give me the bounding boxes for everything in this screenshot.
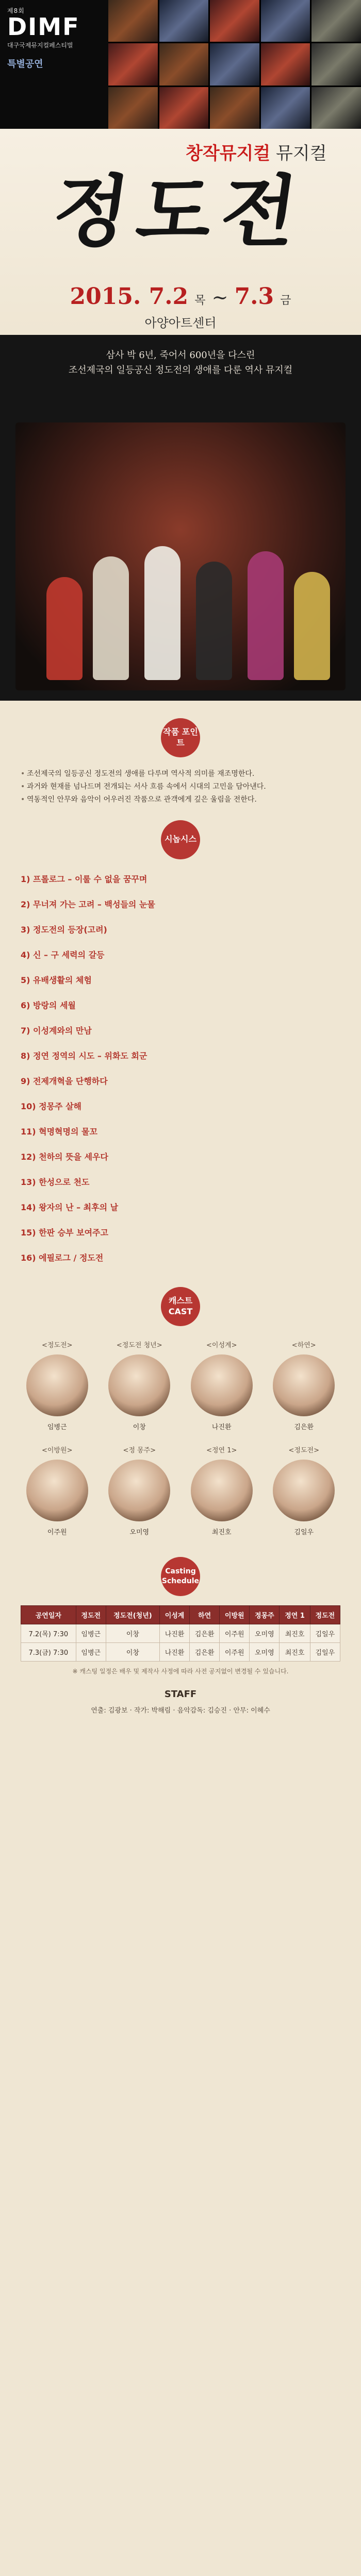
brand-panel <box>0 0 108 129</box>
scene-title: 9) 전제개혁을 단행하다 <box>21 1076 108 1086</box>
cast-name: 이주원 <box>47 1528 67 1536</box>
points-section <box>0 701 361 807</box>
schedule-cell: 오미영 <box>250 1642 280 1661</box>
schedule-cell: 이창 <box>106 1642 159 1661</box>
schedule-header-cell: 정도전(청년) <box>106 1605 159 1624</box>
cast-card <box>185 1445 258 1536</box>
scene-title: 7) 이성계와의 만남 <box>21 1025 92 1036</box>
scene-title: 2) 무너져 가는 고려 – 백성들의 눈물 <box>21 899 155 909</box>
point-item: • 과거와 현재를 넘나드며 전개되는 서사 흐름 속에서 시대의 고민을 담아낸다. <box>21 781 340 793</box>
points-badge: 작품 포인트 <box>161 718 200 757</box>
synopsis-section <box>0 807 361 1263</box>
collage-tile <box>210 43 259 85</box>
schedule-header-cell: 공연일자 <box>21 1605 76 1624</box>
performer-figure <box>248 551 284 680</box>
cast-name: 김일우 <box>294 1528 314 1536</box>
stage-line-1: 삼사 박 6년, 죽어서 600년을 다스린 <box>106 350 255 361</box>
cast-role: <이방원> <box>42 1446 73 1454</box>
collage-tile <box>108 43 158 85</box>
performer-figure <box>144 546 180 680</box>
cast-section <box>0 1266 361 1536</box>
schedule-cell: 이주원 <box>220 1642 250 1661</box>
schedule-badge: Casting Schedule <box>161 1557 200 1596</box>
cast-name: 나진환 <box>211 1423 232 1431</box>
cast-name: 오미영 <box>129 1528 150 1536</box>
schedule-cell: 7.2(목) 7:30 <box>21 1624 76 1642</box>
cast-name: 이창 <box>133 1423 146 1431</box>
brand-logo: DIMF <box>7 13 80 41</box>
cast-role: <이성계> <box>206 1341 237 1349</box>
cast-row-2 <box>21 1445 340 1536</box>
schedule-row <box>21 1624 340 1642</box>
schedule-cell: 나진환 <box>159 1624 189 1642</box>
scene-title: 3) 정도전의 등장(고려) <box>21 924 107 935</box>
date-start-weekday: 목 <box>194 294 206 307</box>
collage-tile <box>159 43 209 85</box>
collage-tile <box>261 43 310 85</box>
schedule-cell: 김일우 <box>310 1624 340 1642</box>
schedule-note: ※ 캐스팅 일정은 배우 및 제작사 사정에 따라 사전 공지없이 변경될 수 있습니다. <box>72 1667 289 1675</box>
title-area <box>0 129 361 335</box>
collage-tile <box>159 0 209 42</box>
collage-tile <box>108 0 158 42</box>
schedule-table <box>21 1605 340 1662</box>
cast-role: <정도전> <box>42 1341 73 1349</box>
date-separator: ~ <box>211 286 228 309</box>
collage-tile <box>108 87 158 129</box>
collage-tile <box>261 0 310 42</box>
stage-section <box>0 335 361 701</box>
schedule-cell: 김일우 <box>310 1642 340 1661</box>
scene-title: 16) 에필로그 / 정도전 <box>21 1252 104 1263</box>
schedule-header-cell: 정도전 <box>310 1605 340 1624</box>
schedule-cell: 김은환 <box>190 1624 220 1642</box>
schedule-cell: 최진호 <box>280 1642 310 1661</box>
cast-name: 임병근 <box>47 1423 67 1431</box>
date-end: 7.3 <box>234 283 274 310</box>
stage-text <box>0 335 361 378</box>
musical-word: 뮤지컬 <box>276 143 327 164</box>
cast-card <box>21 1445 94 1536</box>
avatar <box>273 1460 335 1521</box>
scene-title: 10) 정몽주 살해 <box>21 1101 81 1111</box>
schedule-cell: 임병근 <box>76 1642 106 1661</box>
performer-figure <box>46 577 83 680</box>
scene-title: 1) 프롤로그 – 이룰 수 없을 꿈꾸며 <box>21 874 147 884</box>
schedule-header-cell: 정몽주 <box>250 1605 280 1624</box>
schedule-header-cell: 하연 <box>190 1605 220 1624</box>
cast-row-1 <box>21 1340 340 1431</box>
stage-line-2: 조선제국의 일등공신 정도전의 생애를 다룬 역사 뮤지컬 <box>68 364 293 376</box>
schedule-cell: 임병근 <box>76 1624 106 1642</box>
avatar <box>108 1460 170 1521</box>
point-item: • 조선제국의 일등공신 정도전의 생애를 다루며 역사적 의미를 재조명한다. <box>21 768 340 781</box>
schedule-header-cell: 정도전 <box>76 1605 106 1624</box>
collage-tile <box>159 87 209 129</box>
musical-prefix: 창작뮤지컬 <box>186 143 271 164</box>
cast-role: <정도전> <box>288 1446 319 1454</box>
scene-title: 13) 한성으로 천도 <box>21 1177 90 1187</box>
schedule-header-cell: 정연 1 <box>280 1605 310 1624</box>
schedule-header-row <box>21 1605 340 1624</box>
date-start: 2015. 7.2 <box>70 283 189 310</box>
scene-title: 15) 한판 승부 보여주고 <box>21 1227 108 1238</box>
schedule-cell: 김은환 <box>190 1642 220 1661</box>
collage-tile <box>311 43 361 85</box>
scene-title: 5) 유배생활의 체험 <box>21 975 92 985</box>
cast-role: <하연> <box>291 1341 316 1349</box>
avatar <box>191 1354 253 1416</box>
schedule-cell: 오미영 <box>250 1624 280 1642</box>
date-end-weekday: 금 <box>280 294 291 307</box>
performance-dates <box>0 283 361 310</box>
scene-title: 8) 정연 정역의 시도 – 위화도 회군 <box>21 1050 147 1061</box>
collage-tile <box>210 0 259 42</box>
special-label: 특별공연 <box>7 59 43 70</box>
brand-festival: 대구국제뮤지컬페스티벌 <box>7 42 73 49</box>
avatar <box>26 1460 88 1521</box>
collage-tile <box>261 87 310 129</box>
point-item: • 역동적인 안무와 음악이 어우러진 작품으로 관객에게 깊은 울림을 전한다. <box>21 793 340 806</box>
main-title: 정도전 <box>47 166 312 257</box>
cast-role: <정도전 청년> <box>116 1341 162 1349</box>
avatar <box>26 1354 88 1416</box>
cast-name: 김은환 <box>294 1423 314 1431</box>
performer-figure <box>196 562 232 680</box>
collage-tile <box>210 87 259 129</box>
scene-list <box>21 873 340 1263</box>
schedule-header-cell: 이성계 <box>159 1605 189 1624</box>
performer-figure <box>294 572 330 680</box>
performer-figure <box>93 556 129 680</box>
schedule-cell: 7.3(금) 7:30 <box>21 1642 76 1661</box>
cast-card <box>185 1340 258 1431</box>
avatar <box>273 1354 335 1416</box>
cast-card <box>21 1340 94 1431</box>
cast-card <box>268 1340 341 1431</box>
cast-role: <정연 1> <box>206 1446 237 1454</box>
collage-tile <box>311 87 361 129</box>
scene-title: 14) 왕자의 난 – 최후의 날 <box>21 1202 119 1212</box>
scene-title: 11) 혁명혁명의 물꼬 <box>21 1126 97 1137</box>
collage-tile <box>311 0 361 42</box>
stage-photo <box>15 422 346 690</box>
cast-badge: 캐스트 CAST <box>161 1287 200 1326</box>
schedule-section <box>0 1536 361 1715</box>
schedule-cell: 나진환 <box>159 1642 189 1661</box>
schedule-row <box>21 1642 340 1661</box>
scene-title: 12) 천하의 뜻을 세우다 <box>21 1151 108 1162</box>
schedule-header-cell: 이방원 <box>220 1605 250 1624</box>
brand-year: 제8회 <box>7 7 25 14</box>
cast-role: <정 몽주> <box>123 1446 156 1454</box>
avatar <box>108 1354 170 1416</box>
points-list <box>21 768 340 807</box>
cast-card <box>268 1445 341 1536</box>
avatar <box>191 1460 253 1521</box>
schedule-cell: 최진호 <box>280 1624 310 1642</box>
header <box>0 0 361 129</box>
staff-title: STAFF <box>164 1688 197 1700</box>
schedule-cell: 이주원 <box>220 1624 250 1642</box>
scene-title: 6) 방랑의 세월 <box>21 1000 76 1010</box>
cast-card <box>103 1445 176 1536</box>
venue: 아양아트센터 <box>144 316 217 330</box>
staff-desc: 연출: 김광보 · 작가: 박해림 · 음악감독: 김승진 · 안무: 이혜수 <box>91 1706 270 1715</box>
cast-name: 최진호 <box>211 1528 232 1536</box>
synopsis-badge: 시놉시스 <box>161 820 200 859</box>
photo-collage <box>108 0 361 129</box>
scene-title: 4) 신 – 구 세력의 갈등 <box>21 950 105 960</box>
cast-card <box>103 1340 176 1431</box>
schedule-cell: 이창 <box>106 1624 159 1642</box>
